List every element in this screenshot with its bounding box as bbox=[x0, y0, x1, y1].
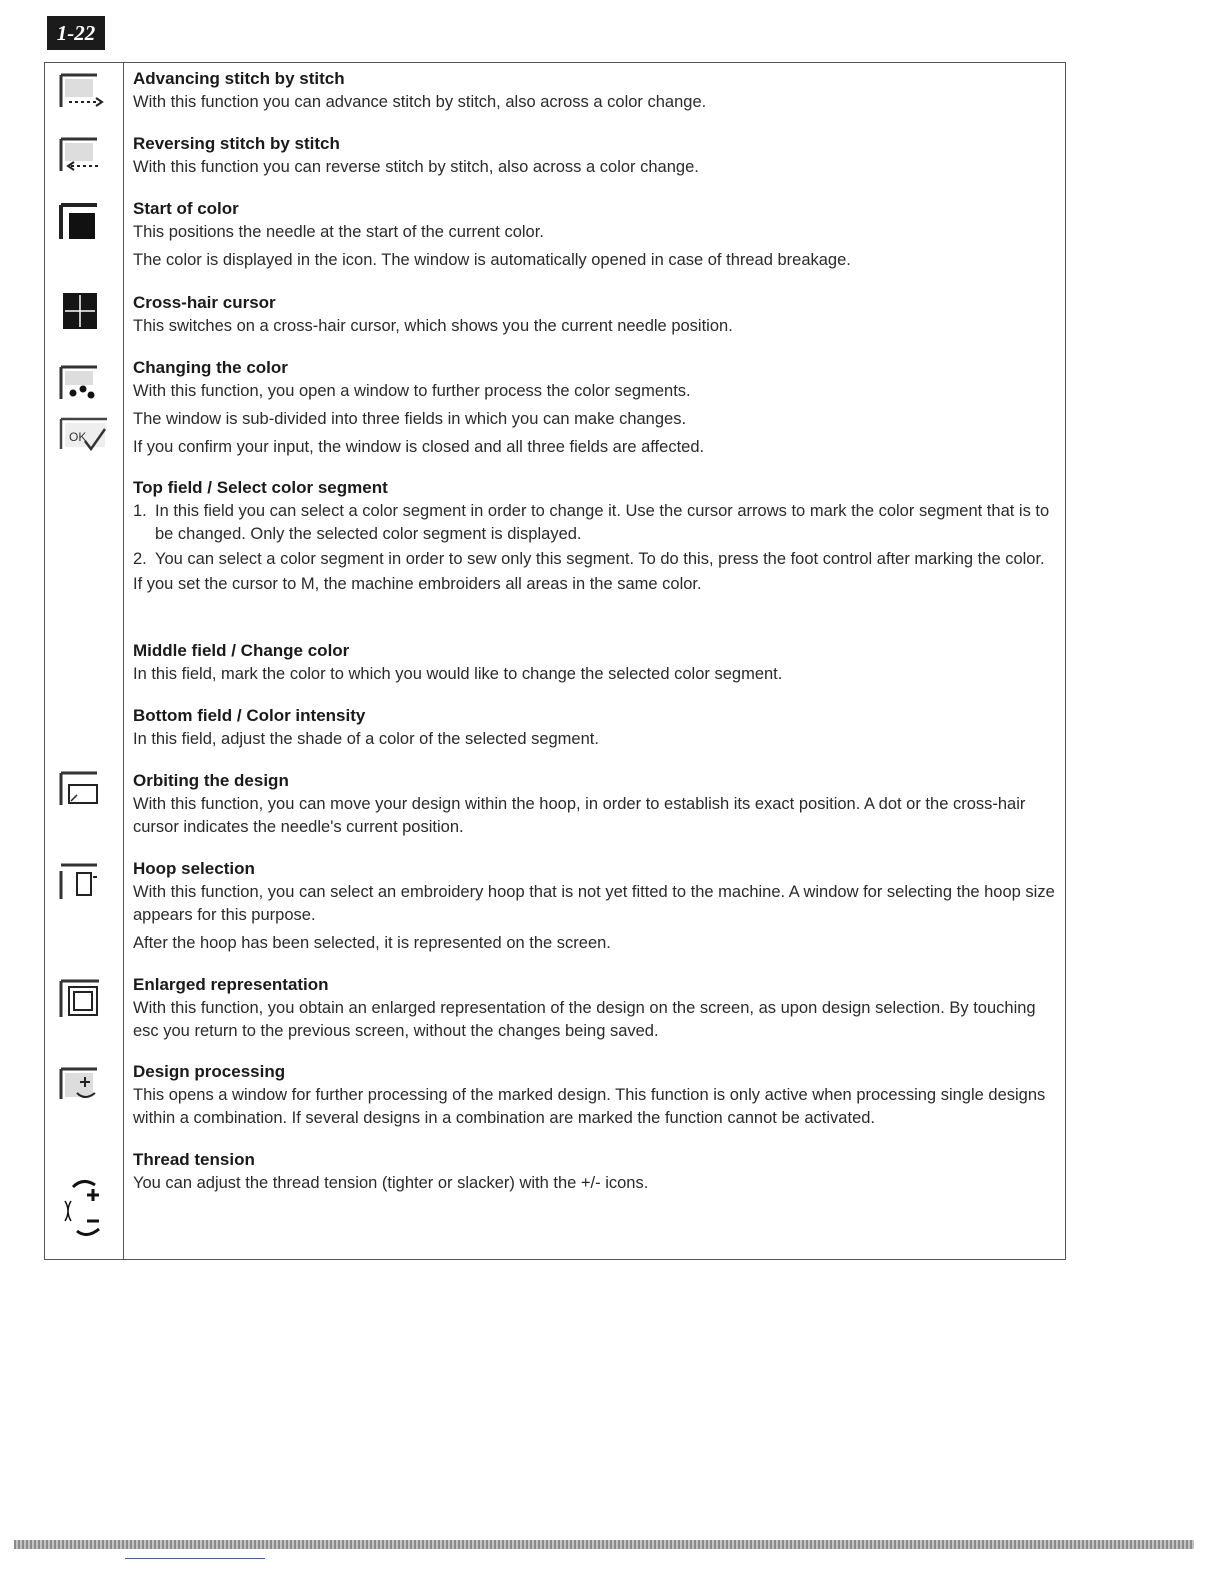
entry-top-field bbox=[133, 476, 1059, 596]
entry-text: The window is sub-divided into three fields in which you can make changes. bbox=[133, 410, 687, 428]
crosshair-cursor-icon bbox=[55, 289, 111, 333]
entry-text: With this function, you obtain an enlarged representation of the design on the screen, as upon design selection. By touching esc you return to the previous screen, without the changes being saved. bbox=[133, 999, 1036, 1040]
confirm-ok-icon bbox=[55, 413, 111, 457]
steps-list bbox=[133, 500, 1059, 571]
entry-title: Cross-hair cursor bbox=[133, 293, 276, 312]
ok-icon-label: OK bbox=[69, 430, 87, 444]
list-item bbox=[133, 548, 1059, 571]
step-text: You can select a color segment in order to sew only this segment. To do this, press the foot control after marking the color. bbox=[155, 550, 1045, 568]
entry-text: In this field, mark the color to which you would like to change the selected color segment. bbox=[133, 665, 783, 683]
change-color-icon bbox=[55, 359, 111, 403]
entry-title: Top field / Select color segment bbox=[133, 478, 388, 497]
entry-title: Reversing stitch by stitch bbox=[133, 134, 340, 153]
entry-thread-tension bbox=[133, 1148, 1059, 1195]
entry-orbiting bbox=[133, 769, 1059, 839]
entry-design-processing bbox=[133, 1060, 1059, 1130]
entry-text: With this function you can advance stitch by stitch, also across a color change. bbox=[133, 93, 707, 111]
entry-text: After the hoop has been selected, it is represented on the screen. bbox=[133, 934, 611, 952]
entry-text: With this function, you can select an embroidery hoop that is not yet fitted to the machine. A window for selecting the hoop size appears for this purpose. bbox=[133, 883, 1055, 924]
entry-text: This opens a window for further processing of the marked design. This function is only active when processing single designs within a combination. If several designs in a combination are marked the function cannot be activated. bbox=[133, 1086, 1046, 1127]
entry-text: If you set the cursor to M, the machine embroiders all areas in the same color. bbox=[133, 575, 702, 593]
step-text: In this field you can select a color segment in order to change it. Use the cursor arrows to mark the color segment that is to be changed. Only the selected color segment is displayed. bbox=[155, 502, 1050, 543]
entry-crosshair bbox=[133, 291, 1059, 338]
advance-stitch-icon bbox=[55, 69, 111, 113]
entry-reversing bbox=[133, 132, 1059, 179]
entry-text: This switches on a cross-hair cursor, which shows you the current needle position. bbox=[133, 317, 733, 335]
entry-title: Advancing stitch by stitch bbox=[133, 69, 345, 88]
entry-enlarged bbox=[133, 973, 1059, 1043]
start-of-color-icon bbox=[55, 197, 111, 241]
entry-text: With this function you can reverse stitch by stitch, also across a color change. bbox=[133, 158, 699, 176]
function-table bbox=[44, 62, 1066, 1260]
entry-text: In this field, adjust the shade of a color of the selected segment. bbox=[133, 730, 599, 748]
page-number-badge: 1-22 bbox=[47, 16, 105, 50]
entry-text: You can adjust the thread tension (tighter or slacker) with the +/- icons. bbox=[133, 1174, 649, 1192]
entry-advancing bbox=[133, 67, 1059, 114]
entry-text: With this function, you open a window to further process the color segments. bbox=[133, 382, 691, 400]
entry-middle-field bbox=[133, 639, 1059, 686]
list-item bbox=[133, 500, 1059, 546]
enlarge-view-icon bbox=[55, 975, 111, 1019]
step-number: 2. bbox=[133, 550, 147, 568]
entry-text: This positions the needle at the start of the current color. bbox=[133, 223, 544, 241]
entry-title: Middle field / Change color bbox=[133, 641, 350, 660]
entry-title: Bottom field / Color intensity bbox=[133, 706, 366, 725]
footer-rule bbox=[125, 1558, 265, 1559]
design-processing-icon bbox=[55, 1063, 111, 1107]
entry-start-color bbox=[133, 197, 1059, 272]
step-number: 1. bbox=[133, 502, 147, 520]
footer-strip bbox=[14, 1540, 1194, 1549]
entry-title: Start of color bbox=[133, 199, 239, 218]
entry-title: Thread tension bbox=[133, 1150, 255, 1169]
entry-text: With this function, you can move your design within the hoop, in order to establish its exact position. A dot or the cross-hair cursor indicates the needle's current position. bbox=[133, 795, 1026, 836]
orbit-design-icon bbox=[55, 767, 111, 811]
hoop-selection-icon bbox=[55, 857, 111, 901]
entry-title: Enlarged representation bbox=[133, 975, 329, 994]
entry-hoop bbox=[133, 857, 1059, 955]
entry-text: If you confirm your input, the window is closed and all three fields are affected. bbox=[133, 438, 705, 456]
entry-title: Orbiting the design bbox=[133, 771, 289, 790]
entry-title: Design processing bbox=[133, 1062, 286, 1081]
thread-tension-icon bbox=[55, 1173, 111, 1243]
entry-title: Hoop selection bbox=[133, 859, 255, 878]
entry-changing-color bbox=[133, 356, 1059, 459]
reverse-stitch-icon bbox=[55, 133, 111, 177]
column-divider bbox=[123, 63, 124, 1259]
entry-bottom-field bbox=[133, 704, 1059, 751]
entry-text: The color is displayed in the icon. The window is automatically opened in case of thread breakage. bbox=[133, 251, 851, 269]
entry-title: Changing the color bbox=[133, 358, 288, 377]
